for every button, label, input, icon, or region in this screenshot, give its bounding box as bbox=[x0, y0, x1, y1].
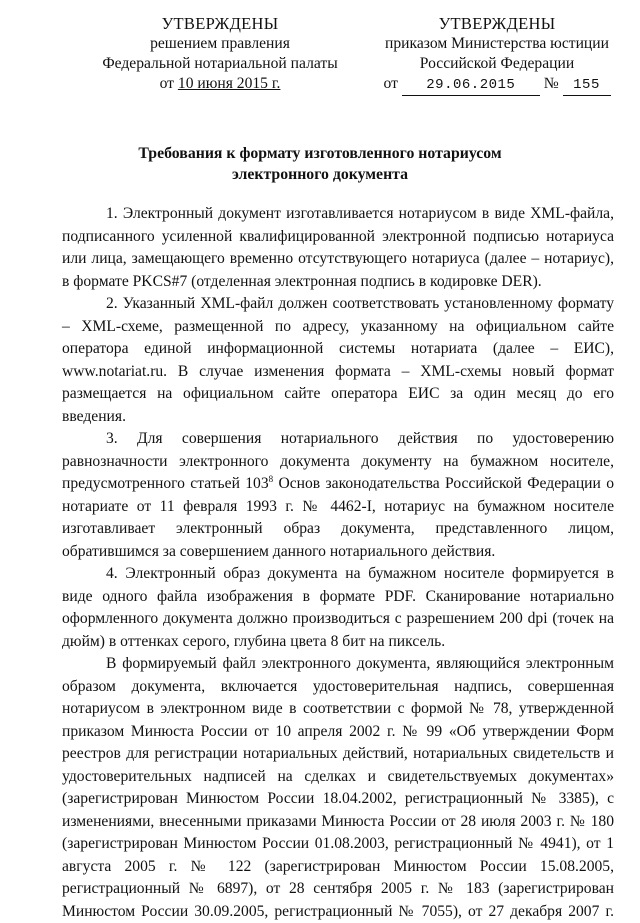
paragraph-3-part1: 3. Для совершения нотариального действия по удостоверению равнозначности электронного документа документу на бумажном носителе, предусмотренного статьей 103 bbox=[62, 430, 614, 492]
approval-left-date-row bbox=[95, 74, 345, 94]
approval-block-right bbox=[372, 14, 622, 96]
approval-right-number-prefix: № bbox=[543, 75, 559, 92]
paragraph-1: 1. Электронный документ изготавливается нотариусом в виде XML-файла, подписанного усиленной квалифицированной электронной подписью нотариуса или лица, замещающего временно отсутствующего нотариуса (далее – нотариус), в формате PKCS#7 (отделенная электронная подпись в кодировке DER). bbox=[62, 205, 614, 290]
approval-right-date-prefix: от bbox=[383, 75, 398, 92]
paragraph-2: 2. Указанный XML-файл должен соответствовать установленному формату – XML-схеме, размещенной по адресу, указанному на официальном сайте оператора единой информационной системы нотариата (далее – ЕИС), www.notariat.ru. В случае изменения формата – XML-схемы новый формат размещается на официальном сайте оператора ЕИС за один месяц до его введения. bbox=[62, 295, 614, 425]
approval-left-line1: решением правления bbox=[150, 35, 290, 52]
approval-right-line2: Российской Федерации bbox=[419, 55, 575, 72]
approval-block-left bbox=[95, 14, 345, 94]
approval-left-date: 10 июня 2015 г. bbox=[177, 75, 281, 92]
document-title-line2: электронного документа bbox=[231, 166, 409, 183]
approval-left-heading: УТВЕРЖДЕНЫ bbox=[161, 14, 279, 33]
approval-left-date-prefix: от bbox=[159, 75, 178, 92]
approval-right-heading: УТВЕРЖДЕНЫ bbox=[438, 14, 556, 33]
paragraph-3-part2: Основ законодательства Российской Федерации о нотариате от 11 февраля 1993 г. № 4462-I, нотариус на бумажном носителе изготавливает электронный образ документа, представленного лицом, обратившимся за совершением данного нотариального действия. bbox=[62, 475, 614, 560]
document-title-line1: Требования к формату изготовленного нотариусом bbox=[138, 145, 502, 162]
paragraph-5: В формируемый файл электронного документа, являющийся электронным образом документа, включается удостоверительная надпись, совершенная нотариусом в электронном виде в соответствии с формой № 78, утвержденной приказом Минюста России от 10 апреля 2002 г. № 99 «Об утверждении Форм реестров для регистрации нотариальных действий, нотариальных свидетельств и удостоверительных надписей на сделках и свидетельствуемых документах» (зарегистрирован Минюстом России 18.04.2002, регистрационный № 3385), с изменениями, внесенными приказами Минюста России от 28 июля 2003 г. № 180 (зарегистрирован Минюстом России 01.08.2003, регистрационный № 4941), от 1 августа 2005 г. № 122 (зарегистрирован Минюстом России 15.08.2005, регистрационный № 6897), от 28 сентября 2005 г. № 183 (зарегистрирован Минюстом России 30.09.2005, регистрационный № 7055), от 27 декабря 2007 г. bbox=[62, 655, 614, 920]
paragraph-3 bbox=[62, 428, 614, 563]
approval-right-line1: приказом Министерства юстиции bbox=[385, 35, 609, 52]
approval-right-date: 29.06.2015 bbox=[402, 75, 540, 96]
approval-left-line2: Федеральной нотариальной палаты bbox=[102, 55, 338, 72]
document-title bbox=[60, 143, 580, 185]
paragraph-4: 4. Электронный образ документа на бумажном носителе формируется в виде одного файла изображения в формате PDF. Сканирование нотариально оформленного документа должно производиться с разрешением 200 dpi (точек на дюйм) в оттенках серого, глубина цвета 8 бит на пиксель. bbox=[62, 565, 614, 650]
approval-right-date-row bbox=[372, 74, 622, 96]
approval-right-number: 155 bbox=[563, 75, 611, 96]
document-body bbox=[62, 203, 614, 923]
paragraph-3-superscript: 8 bbox=[268, 473, 274, 484]
